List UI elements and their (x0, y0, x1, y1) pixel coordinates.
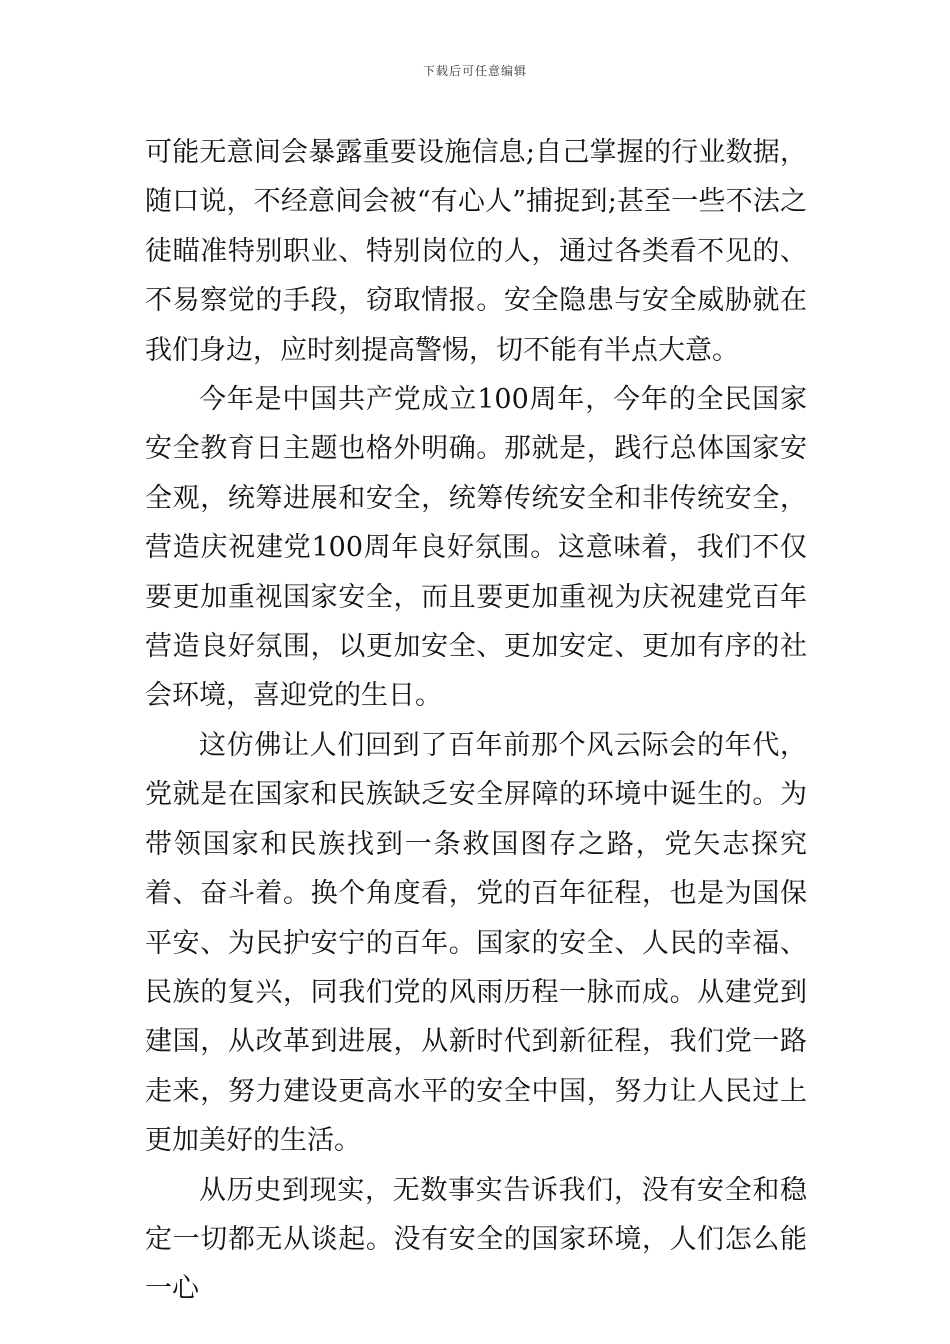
paragraph-continued: 可能无意间会暴露重要设施信息;自己掌握的行业数据，随口说，不经意间会被“有心人”捕捉到;甚至一些不法之徒瞄准特别职业、特别岗位的人，通过各类看不见的、不易察觉的手段，窃取情报。安全隐患与安全威胁就在我们身边，应时刻提高警惕，切不能有半点大意。 (145, 137, 807, 366)
paragraph: 这仿佛让人们回到了百年前那个风云际会的年代，党就是在国家和民族缺乏安全屏障的环境中诞生的。为带领国家和民族找到一条救国图存之路，党矢志探究着、奋斗着。换个角度看，党的百年征程，也是为国保平安、为民护安宁的百年。国家的安全、人民的幸福、民族的复兴，同我们党的风雨历程一脉而成。从建党到建国，从改革到进展，从新时代到新征程，我们党一路走来，努力建设更高水平的安全中国，努力让人民过上更加美好的生活。 (145, 729, 807, 1157)
paragraph: 从历史到现实，无数事实告诉我们，没有安全和稳定一切都无从谈起。没有安全的国家环境，人们怎么能一心 (145, 1174, 807, 1305)
body-text (145, 128, 807, 1314)
paragraph: 今年是中国共产党成立100周年，今年的全民国家安全教育日主题也格外明确。那就是，践行总体国家安全观，统筹进展和安全，统筹传统安全和非传统安全，营造庆祝建党100周年良好氛围。这意味着，我们不仅要更加重视国家安全，而且要更加重视为庆祝建党百年营造良好氛围，以更加安全、更加安定、更加有序的社会环境，喜迎党的生日。 (145, 384, 807, 712)
header-note: 下载后可任意编辑 (422, 64, 527, 78)
